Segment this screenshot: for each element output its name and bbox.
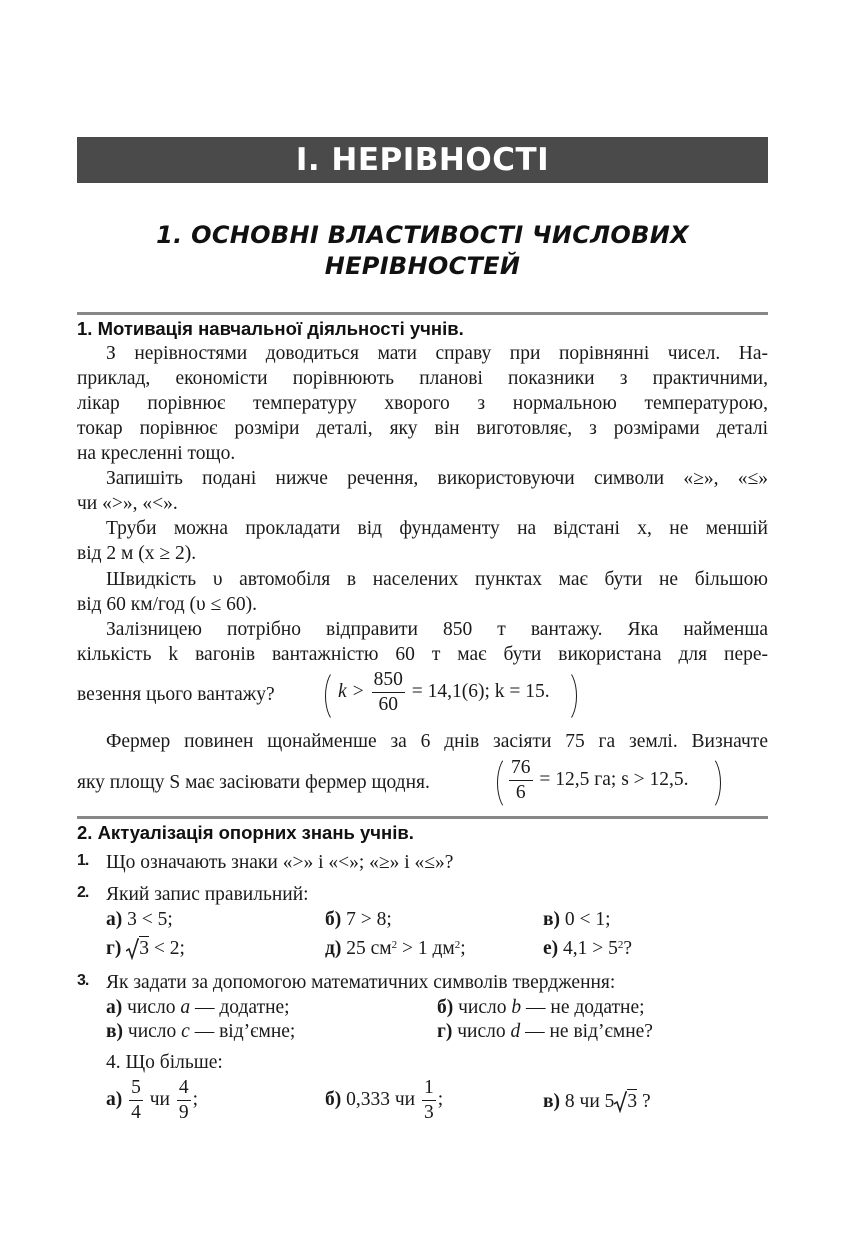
option [106, 1076, 198, 1125]
option-text: ; [460, 938, 466, 959]
option-text: — не від’ємне? [520, 1021, 653, 1042]
paragraph-line: З нерівностями доводиться мати справу при порівнянні чисел. На- [106, 343, 768, 364]
option-text: 25 см [346, 938, 392, 959]
option [325, 1076, 443, 1125]
numerator: 1 [422, 1076, 436, 1101]
option-label: г) [437, 1021, 453, 1042]
option-text: 7 > 8; [346, 909, 392, 930]
option-text: ? [623, 938, 633, 959]
question-number: 2. [77, 884, 89, 901]
paragraph-line: везення цього вантажу? [77, 684, 275, 705]
square-root [126, 936, 149, 961]
paragraph-line: Запишіть подані нижче речення, використовуючи символи «≥», «≤» [106, 468, 768, 489]
variable: c [181, 1021, 190, 1042]
part1-heading: 1. Мотивація навчальної діяльності учнів. [77, 318, 464, 339]
question-text: 4. Що більше: [106, 1052, 223, 1073]
option [106, 936, 185, 961]
option-text: чи [149, 1088, 170, 1110]
denominator: 60 [378, 694, 398, 715]
paragraph-line: від 2 м (x ≥ 2). [77, 543, 197, 564]
option-label: в) [543, 1091, 561, 1112]
numerator: 850 [372, 668, 405, 693]
option-label: г) [106, 938, 122, 959]
paragraph-line: лікар порівнює температуру хворого з нормальною температурою, [77, 393, 768, 414]
option [437, 995, 645, 1020]
option-label: а) [106, 997, 123, 1018]
option-text: 8 чи 5 [564, 1091, 615, 1112]
paragraph-line: Труби можна прокладати від фундаменту на відстані x, не меншій [106, 518, 768, 539]
formula-1 [338, 668, 550, 717]
option-label: в) [543, 909, 561, 930]
option [437, 1019, 653, 1044]
paragraph-line: токар порівнює розміри деталі, яку він виготовляє, з розмірами деталі [77, 418, 768, 439]
superscript: 2 [454, 939, 461, 951]
option-label: а) [106, 909, 123, 930]
option-text: число [127, 997, 181, 1018]
variable: d [510, 1021, 521, 1042]
question-text: Який запис правильний: [106, 884, 309, 905]
superscript: 2 [617, 939, 624, 951]
option-label: а) [106, 1088, 123, 1110]
option-label: д) [325, 938, 342, 959]
option-text: < 2; [148, 938, 185, 959]
fraction [422, 1076, 436, 1125]
denominator: 4 [131, 1102, 141, 1123]
paragraph-line: приклад, економісти порівнюють планові показники з практичними, [77, 368, 768, 389]
denominator: 9 [178, 1102, 189, 1123]
question-text: Як задати за допомогою математичних символів твердження: [106, 972, 616, 993]
option-text: 4,1 > 5 [563, 938, 618, 959]
option-text: 0 < 1; [564, 909, 611, 930]
section-title [77, 220, 768, 282]
chapter-title: І. НЕРІВНОСТІ [77, 137, 768, 183]
option-text: число [457, 1021, 511, 1042]
option [106, 1019, 295, 1044]
variable: b [511, 997, 522, 1018]
option-text: ? [637, 1091, 651, 1112]
paragraph-line: на кресленні тощо. [77, 443, 236, 464]
paragraph-line: Фермер повинен щонайменше за 6 днів засіяти 75 га землі. Визначте [106, 731, 768, 752]
option-label: в) [106, 1021, 124, 1042]
section-title-line-1: 1. ОСНОВНІ ВЛАСТИВОСТІ ЧИСЛОВИХ [156, 221, 689, 249]
paragraph-line: від 60 км/год (υ ≤ 60). [77, 594, 257, 615]
option-text: > 1 дм [397, 938, 455, 959]
variable: a [180, 997, 191, 1018]
numerator: 76 [509, 756, 533, 781]
option-label: б) [325, 909, 342, 930]
option-text: 0,333 чи [346, 1088, 416, 1110]
option [325, 907, 392, 932]
option [543, 936, 632, 961]
option-text: число [458, 997, 512, 1018]
formula-1-right: = 14,1(6); k = 15. [411, 680, 550, 702]
formula-1-left: k > [338, 680, 365, 702]
option-text: — від’ємне; [189, 1021, 296, 1042]
formula-2-right: = 12,5 га; s > 12,5. [539, 768, 689, 790]
paragraph-line: чи «>», «<». [77, 493, 178, 514]
formula-2 [507, 756, 689, 805]
option-text: ; [437, 1088, 444, 1110]
option-text: — додатне; [190, 997, 290, 1018]
option [106, 907, 173, 932]
radicand: 3 [627, 1091, 638, 1112]
option [106, 995, 290, 1020]
option-label: е) [543, 938, 559, 959]
denominator: 3 [424, 1102, 434, 1123]
square-root [614, 1089, 637, 1114]
option [543, 907, 611, 932]
question-number: 3. [77, 972, 89, 989]
superscript: 2 [391, 939, 398, 951]
question-number: 1. [77, 852, 89, 869]
option-label: б) [325, 1088, 342, 1110]
option [325, 936, 466, 961]
paragraph-line: Залізницею потрібно відправити 850 т вантажу. Яка найменша [106, 619, 768, 640]
part2-heading: 2. Актуалізація опорних знань учнів. [77, 822, 414, 843]
option-label: б) [437, 997, 454, 1018]
numerator: 4 [177, 1076, 191, 1101]
option-text: 3 < 5; [127, 909, 173, 930]
fraction [177, 1076, 191, 1125]
divider [77, 312, 768, 315]
option-text: число [127, 1021, 182, 1042]
radical-sign-icon [126, 938, 139, 960]
paragraph-line: Швидкість υ автомобіля в населених пунктах має бути не більшою [106, 569, 768, 590]
option-text: ; [192, 1088, 199, 1110]
denominator: 6 [515, 782, 526, 803]
radicand: 3 [139, 938, 149, 959]
paragraph-line: кількість k вагонів вантажністю 60 т має бути використана для пере- [77, 644, 768, 665]
fraction [372, 668, 405, 717]
divider [77, 816, 768, 819]
numerator: 5 [129, 1076, 143, 1101]
paragraph-line: яку площу S має засіювати фермер щодня. [77, 772, 430, 793]
fraction [509, 756, 533, 805]
question-text: Що означають знаки «>» і «<»; «≥» і «≤»? [106, 852, 454, 873]
fraction [129, 1076, 143, 1125]
option [543, 1089, 651, 1114]
option-text: — не додатне; [521, 997, 645, 1018]
section-title-line-2: НЕРІВНОСТЕЙ [324, 252, 521, 280]
radical-sign-icon [614, 1091, 627, 1113]
